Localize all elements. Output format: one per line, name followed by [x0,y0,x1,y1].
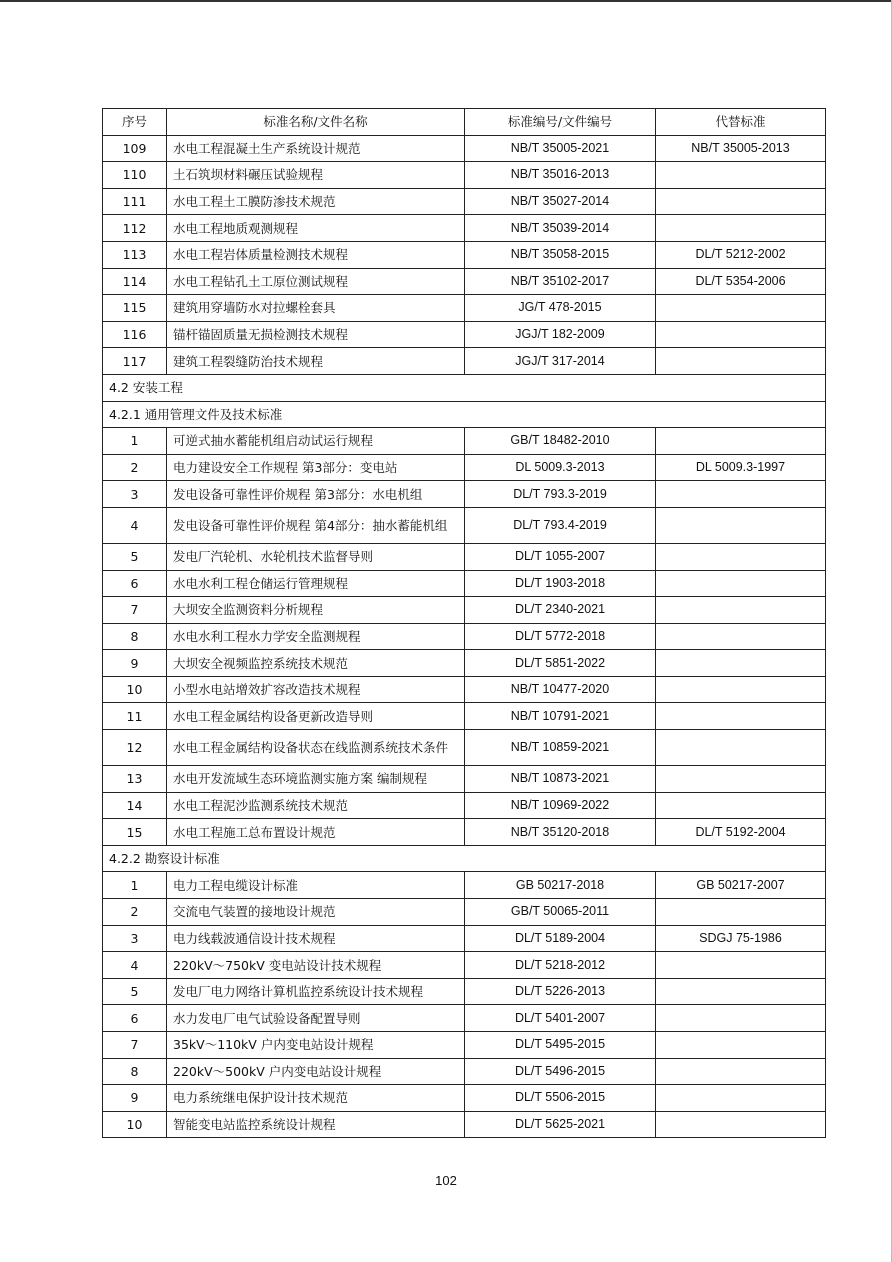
replaced-standard [656,792,826,819]
row-number: 11 [103,703,167,730]
row-number: 114 [103,268,167,295]
row-number: 116 [103,321,167,348]
table-row [103,819,826,846]
replaced-standard [656,1032,826,1059]
row-number: 8 [103,623,167,650]
standard-name: 水电水利工程水力学安全监测规程 [167,623,465,650]
row-number: 12 [103,730,167,766]
standard-code: NB/T 35058-2015 [465,241,656,268]
row-number: 6 [103,1005,167,1032]
standard-name: 大坝安全视频监控系统技术规范 [167,650,465,677]
replaced-standard: SDGJ 75-1986 [656,925,826,952]
replaced-standard [656,570,826,597]
replaced-standard [656,507,826,543]
replaced-standard [656,650,826,677]
header-replaces: 代替标准 [656,109,826,136]
table-row [103,570,826,597]
row-number: 9 [103,1085,167,1112]
row-number: 1 [103,428,167,455]
row-number: 111 [103,188,167,215]
table-row [103,135,826,162]
table-row [103,543,826,570]
standard-code: DL/T 5189-2004 [465,925,656,952]
standard-name: 锚杆锚固质量无损检测技术规程 [167,321,465,348]
standard-code: DL/T 5625-2021 [465,1111,656,1138]
replaced-standard [656,481,826,508]
table-row [103,676,826,703]
row-number: 14 [103,792,167,819]
replaced-standard: GB 50217-2007 [656,872,826,899]
standard-name: 水电工程土工膜防渗技术规范 [167,188,465,215]
table-row [103,507,826,543]
standard-code: DL/T 5226-2013 [465,978,656,1005]
standard-name: 水电工程金属结构设备状态在线监测系统技术条件 [167,730,465,766]
section-survey-design-label: 4.2.2 勘察设计标准 [103,845,826,872]
standard-code: NB/T 10791-2021 [465,703,656,730]
row-number: 7 [103,597,167,624]
standard-code: DL 5009.3-2013 [465,454,656,481]
row-number: 3 [103,481,167,508]
row-number: 7 [103,1032,167,1059]
table-row [103,1085,826,1112]
standard-name: 建筑工程裂缝防治技术规程 [167,348,465,375]
standard-name: 水电工程地质观测规程 [167,215,465,242]
standard-code: DL/T 5495-2015 [465,1032,656,1059]
standard-name: 大坝安全监测资料分析规程 [167,597,465,624]
table-row [103,703,826,730]
standard-code: DL/T 5401-2007 [465,1005,656,1032]
standard-name: 水电水利工程仓储运行管理规程 [167,570,465,597]
standard-code: JGJ/T 317-2014 [465,348,656,375]
replaced-standard [656,899,826,926]
table-row [103,1032,826,1059]
standard-code: DL/T 5496-2015 [465,1058,656,1085]
replaced-standard [656,1085,826,1112]
replaced-standard [656,1005,826,1032]
row-number: 109 [103,135,167,162]
standard-name: 建筑用穿墙防水对拉螺栓套具 [167,295,465,322]
row-number: 4 [103,952,167,979]
table-row [103,650,826,677]
table-row [103,295,826,322]
replaced-standard [656,1058,826,1085]
standard-name: 可逆式抽水蓄能机组启动试运行规程 [167,428,465,455]
standard-name: 水电工程岩体质量检测技术规程 [167,241,465,268]
table-row [103,454,826,481]
standard-name: 电力线载波通信设计技术规程 [167,925,465,952]
replaced-standard [656,703,826,730]
standard-name: 35kV～110kV 户内变电站设计规程 [167,1032,465,1059]
replaced-standard [656,543,826,570]
replaced-standard [656,952,826,979]
replaced-standard [656,215,826,242]
standard-name: 水电工程施工总布置设计规范 [167,819,465,846]
standard-code: DL/T 5506-2015 [465,1085,656,1112]
standard-name: 电力工程电缆设计标准 [167,872,465,899]
replaced-standard [656,428,826,455]
table-row [103,872,826,899]
row-number: 10 [103,1111,167,1138]
replaced-standard [656,730,826,766]
standard-name: 交流电气装置的接地设计规范 [167,899,465,926]
row-number: 8 [103,1058,167,1085]
row-number: 9 [103,650,167,677]
standard-code: GB/T 18482-2010 [465,428,656,455]
table-row [103,1005,826,1032]
standard-name: 水电工程钻孔土工原位测试规程 [167,268,465,295]
top-border-line [0,0,892,2]
replaced-standard [656,321,826,348]
section-general-standards [103,401,826,428]
row-number: 5 [103,543,167,570]
standard-name: 水力发电厂电气试验设备配置导则 [167,1005,465,1032]
replaced-standard: DL/T 5192-2004 [656,819,826,846]
replaced-standard [656,162,826,189]
standard-code: NB/T 35016-2013 [465,162,656,189]
table-header-row [103,109,826,136]
replaced-standard: DL/T 5212-2002 [656,241,826,268]
page-number: 102 [435,1173,457,1188]
standard-code: NB/T 10477-2020 [465,676,656,703]
row-number: 113 [103,241,167,268]
standard-code: JG/T 478-2015 [465,295,656,322]
standard-name: 发电设备可靠性评价规程 第4部分：抽水蓄能机组 [167,507,465,543]
standard-code: DL/T 5772-2018 [465,623,656,650]
standard-name: 220kV～500kV 户内变电站设计规程 [167,1058,465,1085]
row-number: 110 [103,162,167,189]
replaced-standard [656,295,826,322]
table-row [103,925,826,952]
standard-code: DL/T 1903-2018 [465,570,656,597]
standard-code: NB/T 35027-2014 [465,188,656,215]
table-row [103,481,826,508]
replaced-standard [656,348,826,375]
row-number: 112 [103,215,167,242]
header-name: 标准名称/文件名称 [167,109,465,136]
table-row [103,623,826,650]
standard-name: 220kV～750kV 变电站设计技术规程 [167,952,465,979]
table-row [103,348,826,375]
standards-table [102,108,826,1138]
standard-code: DL/T 5218-2012 [465,952,656,979]
table-row [103,899,826,926]
table-row [103,268,826,295]
table-row [103,766,826,793]
table-row [103,162,826,189]
row-number: 2 [103,899,167,926]
row-number: 15 [103,819,167,846]
section-install-label: 4.2 安装工程 [103,374,826,401]
table-row [103,241,826,268]
replaced-standard [656,623,826,650]
replaced-standard [656,676,826,703]
standard-code: DL/T 2340-2021 [465,597,656,624]
replaced-standard [656,1111,826,1138]
row-number: 1 [103,872,167,899]
row-number: 2 [103,454,167,481]
standard-code: NB/T 35005-2021 [465,135,656,162]
replaced-standard: DL 5009.3-1997 [656,454,826,481]
standard-code: DL/T 1055-2007 [465,543,656,570]
standard-code: GB 50217-2018 [465,872,656,899]
standard-name: 小型水电站增效扩容改造技术规程 [167,676,465,703]
standard-name: 电力建设安全工作规程 第3部分：变电站 [167,454,465,481]
standard-code: NB/T 35120-2018 [465,819,656,846]
row-number: 6 [103,570,167,597]
header-num: 序号 [103,109,167,136]
section-survey-design [103,845,826,872]
standard-name: 智能变电站监控系统设计规程 [167,1111,465,1138]
standard-name: 发电厂电力网络计算机监控系统设计技术规程 [167,978,465,1005]
standard-code: DL/T 793.4-2019 [465,507,656,543]
standard-name: 水电工程金属结构设备更新改造导则 [167,703,465,730]
standard-code: NB/T 10873-2021 [465,766,656,793]
row-number: 117 [103,348,167,375]
standard-code: NB/T 35039-2014 [465,215,656,242]
table-row [103,730,826,766]
row-number: 13 [103,766,167,793]
table-row [103,188,826,215]
section-general-standards-label: 4.2.1 通用管理文件及技术标准 [103,401,826,428]
section-install [103,374,826,401]
row-number: 4 [103,507,167,543]
standard-name: 水电工程泥沙监测系统技术规范 [167,792,465,819]
replaced-standard: DL/T 5354-2006 [656,268,826,295]
standard-code: DL/T 5851-2022 [465,650,656,677]
standard-code: NB/T 35102-2017 [465,268,656,295]
standard-name: 水电开发流域生态环境监测实施方案 编制规程 [167,766,465,793]
table-row [103,978,826,1005]
standard-name: 土石筑坝材料碾压试验规程 [167,162,465,189]
standard-code: NB/T 10969-2022 [465,792,656,819]
replaced-standard: NB/T 35005-2013 [656,135,826,162]
table-row [103,952,826,979]
row-number: 115 [103,295,167,322]
row-number: 3 [103,925,167,952]
standard-name: 发电设备可靠性评价规程 第3部分：水电机组 [167,481,465,508]
table-row [103,321,826,348]
standard-name: 电力系统继电保护设计技术规范 [167,1085,465,1112]
standard-code: JGJ/T 182-2009 [465,321,656,348]
replaced-standard [656,597,826,624]
replaced-standard [656,766,826,793]
standard-code: GB/T 50065-2011 [465,899,656,926]
row-number: 5 [103,978,167,1005]
table-row [103,215,826,242]
table-row [103,1058,826,1085]
standard-name: 水电工程混凝土生产系统设计规范 [167,135,465,162]
standard-code: DL/T 793.3-2019 [465,481,656,508]
standard-code: NB/T 10859-2021 [465,730,656,766]
replaced-standard [656,188,826,215]
row-number: 10 [103,676,167,703]
replaced-standard [656,978,826,1005]
standard-name: 发电厂汽轮机、水轮机技术监督导则 [167,543,465,570]
header-code: 标准编号/文件编号 [465,109,656,136]
table-row [103,597,826,624]
table-row [103,428,826,455]
table-row [103,1111,826,1138]
table-row [103,792,826,819]
